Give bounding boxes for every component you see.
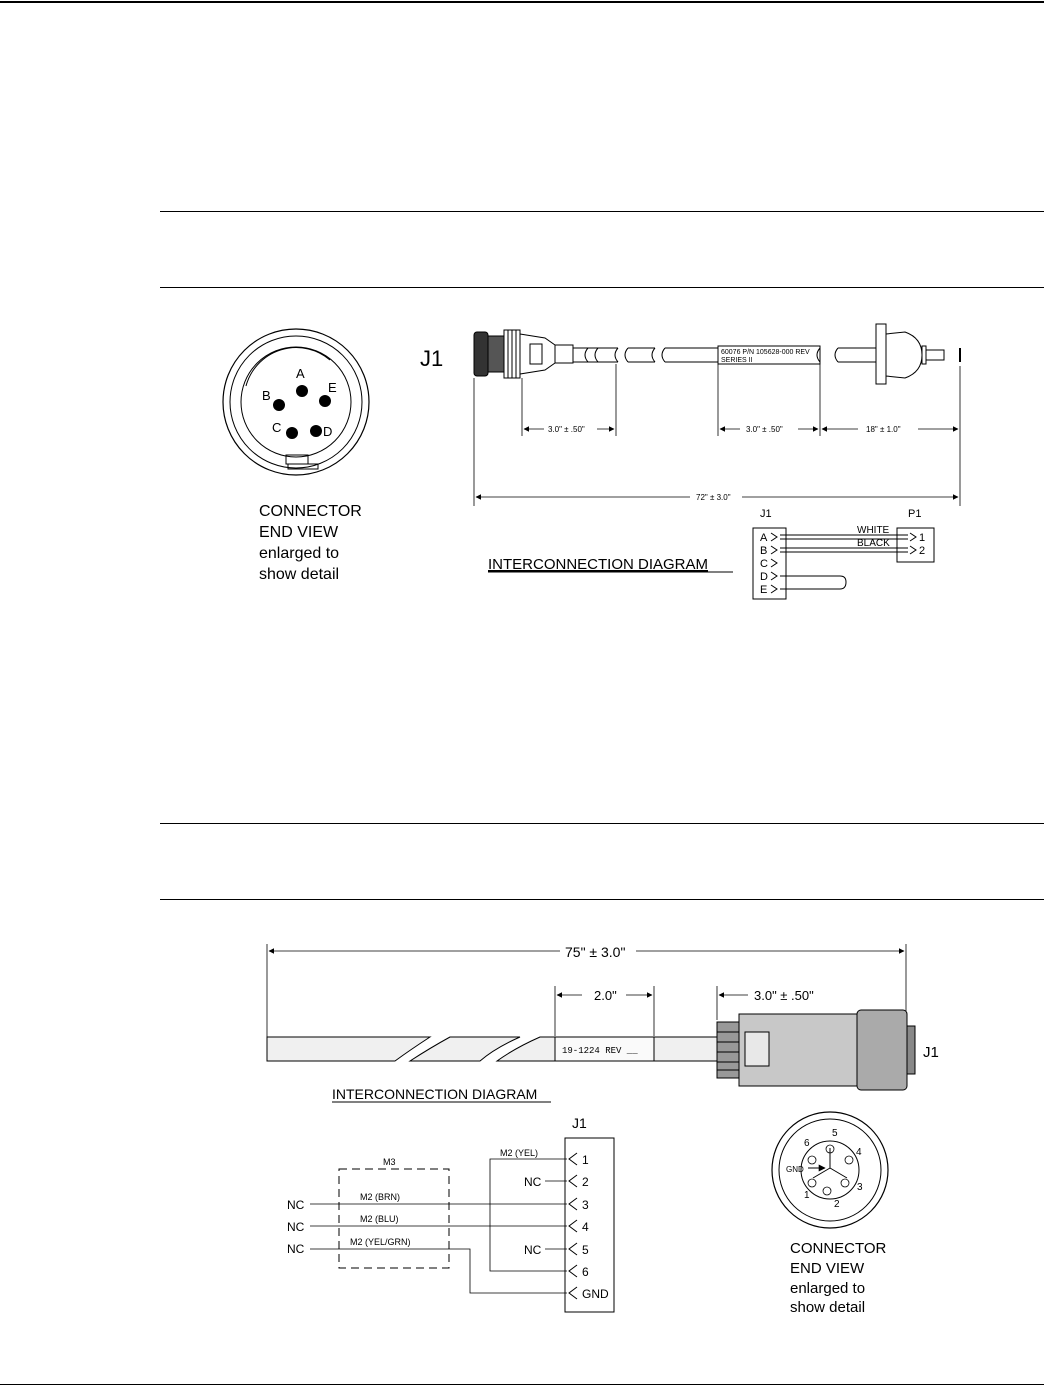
fig2-pin-5: 5 <box>582 1243 589 1257</box>
fig1-j1-header: J1 <box>760 508 772 520</box>
pin-a <box>296 385 308 397</box>
fig1-j1-pin-b: B <box>760 545 768 557</box>
fig1-wire-white: WHITE <box>857 525 890 536</box>
fig2-caption-line4: show detail <box>790 1299 866 1316</box>
fig1-dim-overall: 72" ± 3.0" <box>696 493 731 502</box>
pin-b <box>273 399 285 411</box>
fig2-caption-line2: END VIEW <box>790 1260 865 1277</box>
fig2-wire-brn: M2 (BRN) <box>360 1192 400 1202</box>
fig1-j1-pin-chevrons <box>771 533 916 593</box>
fig2-end-pin-2: 2 <box>834 1199 840 1210</box>
fig2-nc-pin2: NC <box>524 1175 542 1189</box>
fig1-connector-body <box>474 330 573 378</box>
fig1-connector-end-view <box>223 329 369 475</box>
fig2-pin-chevrons <box>569 1153 577 1299</box>
fig1-interconnection-title: INTERCONNECTION DIAGRAM <box>488 556 709 573</box>
fig1-dim-plug-tail: 18" ± 1.0" <box>866 425 901 434</box>
fig2-m3-label: M3 <box>383 1157 396 1167</box>
pin-label-b: B <box>262 388 271 403</box>
fig2-j1-label: J1 <box>923 1044 939 1061</box>
fig2-dim-connector-len: 3.0" ± .50" <box>754 988 814 1003</box>
fig2-pin-4: 4 <box>582 1220 589 1234</box>
fig1-dim-label-pos: 3.0" ± .50" <box>746 425 783 434</box>
fig1-j1-label: J1 <box>420 346 444 371</box>
pin-c <box>286 427 298 439</box>
pin-label-c: C <box>272 420 282 435</box>
fig2-label-band: 19-1224 REV __ <box>562 1046 638 1056</box>
pin-label-a: A <box>296 366 305 381</box>
fig2-end-pin-6: 6 <box>804 1138 810 1149</box>
pin-e <box>319 395 331 407</box>
fig1-j1-pin-a: A <box>760 532 768 544</box>
fig1-caption-line2: END VIEW <box>259 524 339 541</box>
fig1-dim-connector-tail: 3.0" ± .50" <box>548 425 585 434</box>
fig2-wire-blu: M2 (BLU) <box>360 1214 399 1224</box>
fig2-nc-pin5: NC <box>524 1243 542 1257</box>
fig2-end-gnd: GND <box>786 1165 804 1174</box>
fig1-j1-pin-e: E <box>760 584 768 596</box>
fig2-pin-1: 1 <box>582 1153 589 1167</box>
fig2-end-pin-3: 3 <box>857 1182 863 1193</box>
fig1-label-band-line2: SERIES II <box>721 357 753 364</box>
pin-d <box>310 425 322 437</box>
fig2-nc-yelgrn: NC <box>287 1242 305 1256</box>
fig2-wire-yelgrn: M2 (YEL/GRN) <box>350 1237 411 1247</box>
fig2-end-pin-5: 5 <box>832 1128 838 1139</box>
fig2-pin-2: 2 <box>582 1175 589 1189</box>
fig2-pin-gnd: GND <box>582 1287 609 1301</box>
fig2-end-pin-1: 1 <box>804 1190 810 1201</box>
fig2-pin-3: 3 <box>582 1198 589 1212</box>
fig1-p1-header: P1 <box>908 508 922 520</box>
pin-label-e: E <box>328 380 337 395</box>
fig2-nc-blu: NC <box>287 1220 305 1234</box>
fig1-caption-line1: CONNECTOR <box>259 503 362 520</box>
fig1-caption-line3: enlarged to <box>259 545 340 562</box>
fig2-nc-brn: NC <box>287 1198 305 1212</box>
fig2-wire-yel: M2 (YEL) <box>500 1148 539 1158</box>
fig2-caption-line3: enlarged to <box>790 1280 866 1297</box>
fig1-plug <box>876 324 960 384</box>
fig1-dimensions <box>474 364 960 506</box>
fig1-label-band-line1: 60076 P/N 105628-000 REV <box>721 349 810 356</box>
pin-label-d: D <box>323 424 333 439</box>
fig1-j1-pin-c: C <box>760 558 768 570</box>
fig2-cable-body <box>267 1037 717 1061</box>
fig2-j1-block <box>565 1138 614 1312</box>
fig2-dim-overall: 75" ± 3.0" <box>565 944 626 960</box>
fig1-p1-pin-1: 1 <box>919 532 926 544</box>
fig2-connector <box>717 1010 915 1090</box>
fig1-p1-pin-2: 2 <box>919 545 926 557</box>
fig1-j1-pin-d: D <box>760 571 768 583</box>
fig1-wire-black: BLACK <box>857 538 890 549</box>
fig2-end-pin-4: 4 <box>856 1147 862 1158</box>
fig2-j1-header: J1 <box>572 1115 587 1131</box>
fig2-interconnection-title: INTERCONNECTION DIAGRAM <box>332 1086 538 1102</box>
fig2-dim-label-len: 2.0" <box>594 988 617 1003</box>
fig2-pin-6: 6 <box>582 1265 589 1279</box>
fig1-caption-line4: show detail <box>259 566 340 583</box>
fig1-p1-block <box>897 528 934 562</box>
fig2-caption-line1: CONNECTOR <box>790 1240 887 1257</box>
